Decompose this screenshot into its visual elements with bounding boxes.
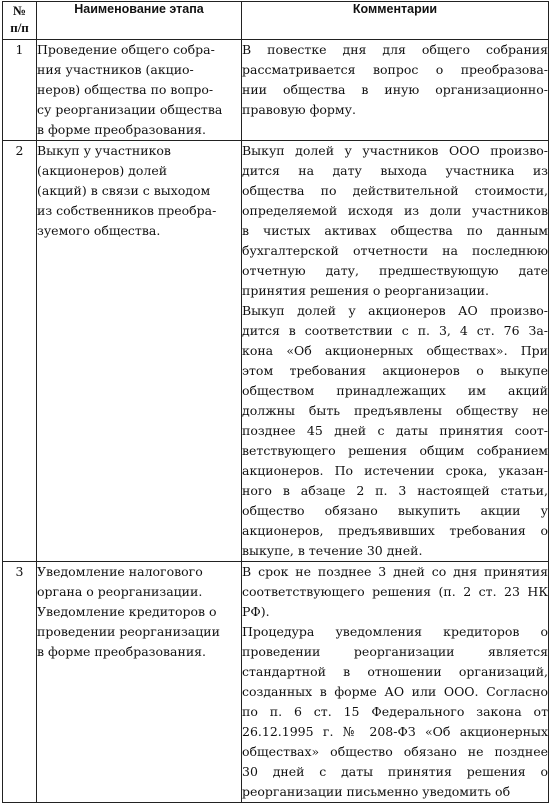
row-number: 3 (3, 562, 37, 803)
row-number: 2 (3, 141, 37, 562)
comment-text-line: кона «Об акционерных обществах». При (242, 343, 548, 358)
comment-text-line: акционеров, предъявивших требования о (242, 523, 548, 538)
comment-text-line: определяемой исходя из доли участников (242, 203, 548, 218)
comment-text-line: ветствующего решения общим собранием (242, 443, 548, 458)
comment-text-line: соответствующего решения (п. 2 ст. 23 НК (242, 584, 548, 599)
stage-cell (37, 40, 242, 141)
comment-text-line: проведении реорганизации является (242, 644, 548, 659)
stage-cell (37, 141, 242, 562)
comment-text-line: выкупе, в течение 30 дней. (242, 543, 423, 558)
comment-text-line: Выкуп долей у участников ООО произво- (242, 143, 548, 158)
comment-text-line: обществом принадлежащих им акций (242, 383, 548, 398)
stage-text-line: из собственников преобра- (37, 203, 217, 218)
stage-cell (37, 562, 242, 803)
comment-text-line: отчетную дату, предшествующую дате (242, 263, 548, 278)
comment-text-line: 30 дней с даты принятия решения о (242, 764, 548, 779)
comment-text-line: дится в соответствии с п. 3, 4 ст. 76 За- (242, 323, 548, 338)
comment-text-line: бухгалтерской отчетности на последнюю (242, 243, 548, 258)
stage-text-line: су реорганизации общества (37, 102, 223, 117)
comment-text-line: В срок не позднее 3 дней со дня принятия (242, 564, 548, 579)
comment-text-line: 26.12.1995 г. № 208-ФЗ «Об акционерных (242, 724, 548, 739)
comment-text-line: Процедура уведомления кредиторов о (242, 624, 548, 639)
stage-text-line: (акционеров) долей (37, 163, 168, 178)
comment-cell (242, 562, 549, 803)
header-row (3, 2, 549, 40)
table-header (3, 2, 549, 40)
stage-text-line: в форме преобразования. (37, 122, 207, 137)
comment-text-line: в чистых активах общества по данным (242, 223, 548, 238)
comment-text-line: принятия решения о реорганизации. (242, 283, 489, 298)
comment-text-line: по п. 6 ст. 15 Федерального закона от (242, 704, 548, 719)
stage-text-line: неров) общества по вопро- (37, 82, 214, 97)
comment-text-line: должны быть предъявлены обществу не (242, 403, 548, 418)
comment-text-line: Выкуп долей у акционеров АО произво- (242, 303, 548, 318)
stage-text-line: ния участников (акцио- (37, 62, 194, 77)
comment-text-line: рассматривается вопрос о преобразова- (242, 62, 548, 77)
comment-text-line: обществах» общество обязано не позднее (242, 744, 548, 759)
comment-text-line: В повестке дня для общего собрания (242, 42, 548, 57)
stage-text-line: Проведение общего собра- (37, 42, 215, 57)
comment-text-line: общество обязано выкупить акции у (242, 503, 548, 518)
comment-text-line: созданных в форме АО или ООО. Согласно (242, 684, 548, 699)
stage-text-line: проведении реорганизации (37, 624, 220, 639)
comment-text-line: нии общества в иную организационно- (242, 82, 548, 97)
table-row (3, 141, 549, 562)
stage-text-line: Уведомление налогового (37, 564, 203, 579)
comment-text-line: реорганизации письменно уведомить об (242, 784, 511, 799)
comment-text-line: правовую форму. (242, 102, 356, 117)
row-number: 1 (3, 40, 37, 141)
table-row (3, 40, 549, 141)
header-comments: Комментарии (242, 2, 549, 40)
comment-text-line: дится на дату выхода участника из (242, 163, 548, 178)
comment-text-line: этом требования акционеров о выкупе (242, 363, 548, 378)
header-number-sign: № (12, 3, 27, 18)
comment-cell (242, 40, 549, 141)
comment-text-line: РФ). (242, 604, 270, 619)
table-row (3, 562, 549, 803)
stage-text-line: органа о реорганизации. (37, 584, 203, 599)
stages-table (2, 1, 549, 803)
comment-text-line: позднее 45 дней с даты принятия соот- (242, 423, 548, 438)
comment-text-line: ного в абзаце 2 п. 3 настоящей статьи, (242, 483, 548, 498)
comment-cell (242, 141, 549, 562)
stage-text-line: в форме преобразования. (37, 644, 207, 659)
comment-text-line: акционеров. По истечении срока, указан- (242, 463, 548, 478)
stage-text-line: (акций) в связи с выходом (37, 183, 211, 198)
table-body (3, 40, 549, 803)
stage-text-line: Выкуп у участников (37, 143, 171, 158)
header-number-abbrev: п/п (10, 20, 29, 35)
header-number (3, 2, 37, 40)
stage-text-line: Уведомление кредиторов о (37, 604, 217, 619)
comment-text-line: стандартной в отношении организаций, (242, 664, 548, 679)
stage-text-line: зуемого общества. (37, 223, 161, 238)
comment-text-line: общества по действительной стоимости, (242, 183, 548, 198)
header-stage-name: Наименование этапа (37, 2, 242, 40)
